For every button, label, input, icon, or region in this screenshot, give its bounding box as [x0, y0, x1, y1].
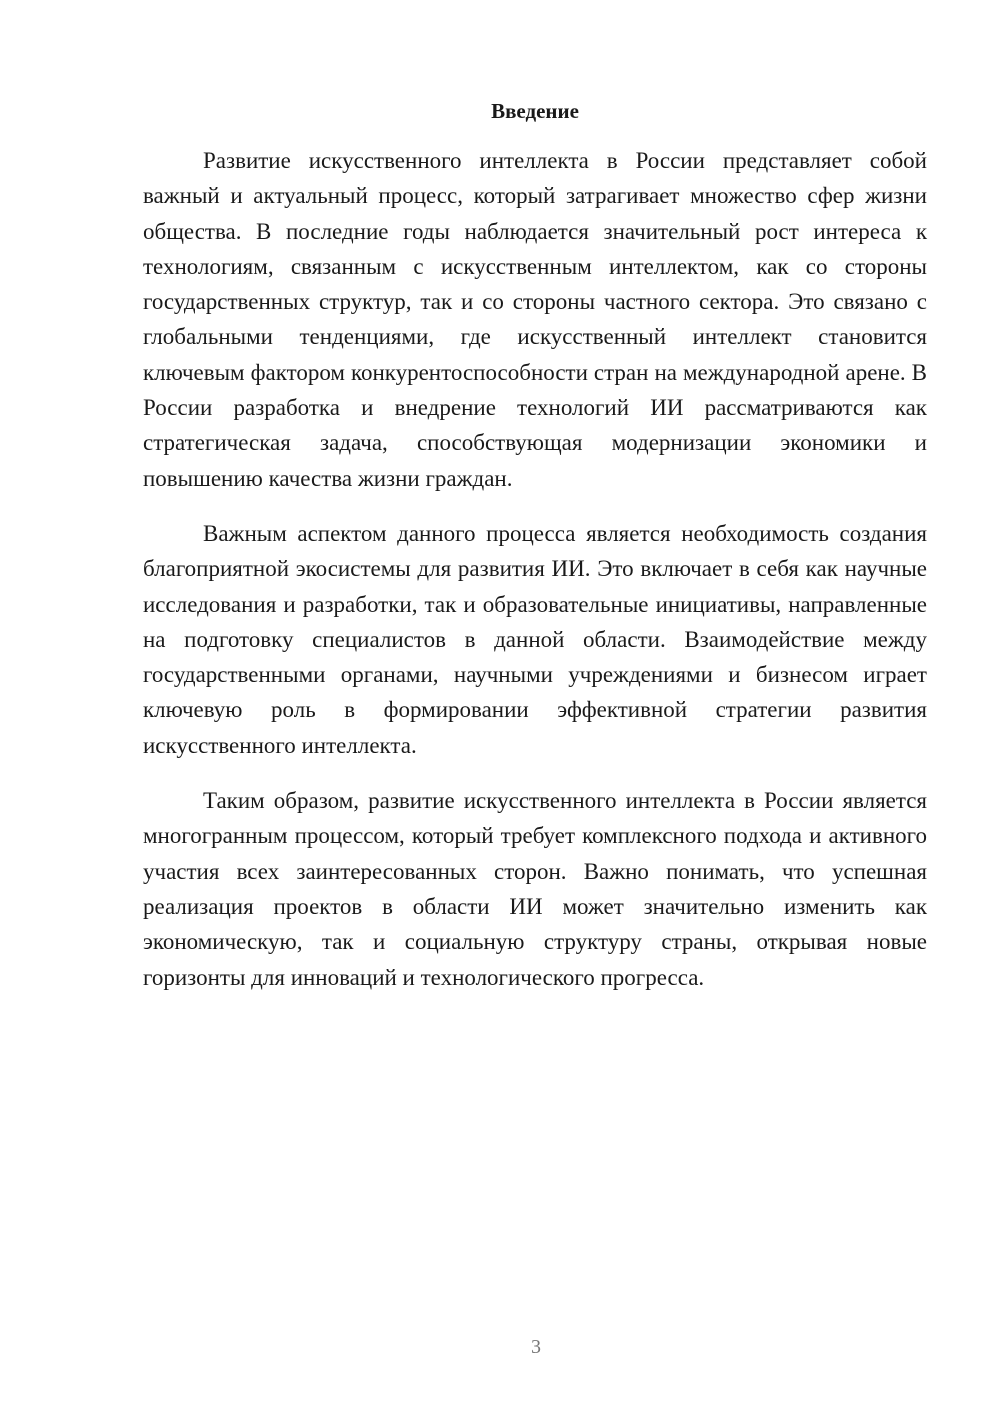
body-text: [143, 143, 927, 995]
page-number: 3: [531, 1336, 541, 1358]
section-heading: Введение: [491, 99, 579, 123]
paragraph-2: Важным аспектом данного процесса является необходимость создания благоприятной экосистемы для развития ИИ. Это включает в себя как научные исследования и разработки, так и образовательные инициативы, направленные на подготовку специалистов в данной области. Взаимодействие между государственными органами, научными учреждениями и бизнесом играет ключевую роль в формировании эффективной стратегии развития искусственного интеллекта.: [143, 520, 927, 758]
paragraph-1: Развитие искусственного интеллекта в России представляет собой важный и актуальный процесс, который затрагивает множество сфер жизни общества. В последние годы наблюдается значительный рост интереса к технологиям, связанным с искусственным интеллектом, как со стороны государственных структур, так и со стороны частного сектора. Это связано с глобальными тенденциями, где искусственный интеллект становится ключевым фактором конкурентоспособности стран на международной арене. В России разработка и внедрение технологий ИИ рассматриваются как стратегическая задача, способствующая модернизации экономики и повышению качества жизни граждан.: [143, 148, 927, 491]
paragraph-3: Таким образом, развитие искусственного интеллекта в России является многогранным процессом, который требует комплексного подхода и активного участия всех заинтересованных сторон. Важно понимать, что успешная реализация проектов в области ИИ может значительно изменить как экономическую, так и социальную структуру страны, открывая новые горизонты для инноваций и технологического прогресса.: [143, 788, 927, 990]
